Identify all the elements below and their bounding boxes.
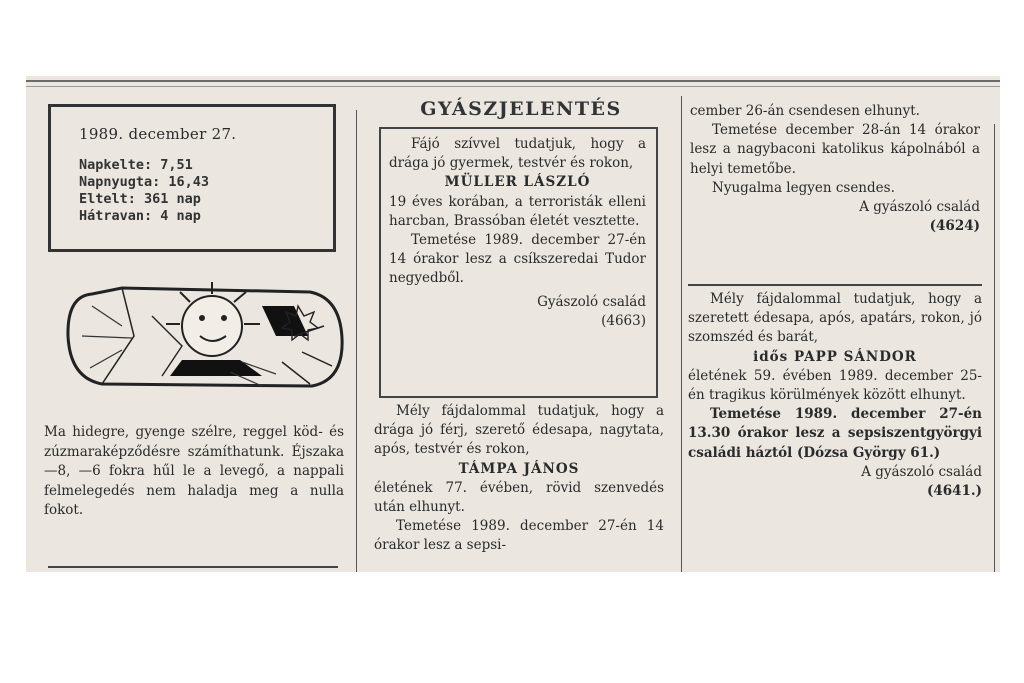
sun-snowflake-illustration: [62, 276, 348, 404]
obituary-papp: [688, 290, 982, 501]
weather-forecast: Ma hidegre, gyenge szélre, reggel köd- és zúzmaraképződésre számíthatunk. Éjszaka —8, —6 fokra hűl le a levegő, a nappali felmelegedés nem haladja meg a nulla fokot.: [44, 424, 344, 518]
calendar-box: [48, 104, 336, 252]
column-divider-left: [356, 110, 357, 572]
sunrise-line: Napkelte: 7,51: [79, 157, 193, 173]
notice-code: (4641.): [926, 483, 982, 500]
deceased-name: idős PAPP SÁNDOR: [753, 348, 917, 365]
obituary-signature: Gyászoló család: [537, 293, 646, 310]
days-passed-line: Eltelt: 361 nap: [79, 191, 201, 207]
obituary-muller: [379, 127, 658, 398]
deceased-name: MÜLLER LÁSZLÓ: [444, 174, 591, 191]
rest-in-peace: Nyugalma legyen csendes.: [712, 179, 895, 196]
obituary-body: 19 éves korában, a terroristák elleni harcban, Brassóban életét vesztette.: [389, 193, 646, 229]
calendar-date: 1989. december 27.: [79, 125, 237, 143]
obituary-intro: Mély fájdalommal tudatjuk, hogy a szeretett édesapa, após, apatárs, rokon, jó szomszéd és barát,: [688, 291, 982, 346]
top-rule-thin: [26, 86, 1000, 87]
obituary-signature: A gyászoló család: [861, 463, 982, 480]
notice-code: (4663): [601, 312, 646, 329]
newspaper-clipping: [26, 76, 1000, 572]
obituary-tampa: [374, 402, 664, 556]
deceased-name: TÁMPA JÁNOS: [458, 460, 580, 477]
calendar-rows: [79, 157, 333, 225]
funeral-details: Temetése 1989. december 27-én 13.30 órakor lesz a sepsiszentgyörgyi családi háztól (Dózsa György 61.): [688, 406, 982, 461]
continued-text: cember 26-án csendesen elhunyt.: [690, 103, 920, 119]
top-rule: [26, 80, 1000, 82]
bottom-rule: [48, 566, 338, 568]
funeral-details: Temetése december 28-án 14 órakor lesz a nagybaconi katolikus kápolnából a helyi temetőbe.: [690, 122, 980, 177]
section-heading: GYÁSZJELENTÉS: [420, 98, 622, 120]
notice-divider: [688, 284, 982, 286]
obituary-signature: A gyászoló család: [859, 199, 980, 216]
obituary-intro: Fájó szívvel tudatjuk, hogy a drága jó gyermek, testvér és rokon,: [389, 136, 646, 172]
notice-code: (4624): [929, 218, 980, 235]
sunset-line: Napnyugta: 16,43: [79, 174, 210, 190]
obituary-continued: [690, 102, 980, 236]
obituary-body: életének 77. évében, rövid szenvedés után elhunyt.: [374, 479, 664, 516]
column-divider-edge: [994, 124, 995, 572]
obituary-intro: Mély fájdalommal tudatjuk, hogy a drága jó férj, szerető édesapa, nagytata, após, testvér és rokon,: [374, 403, 664, 458]
funeral-details: Temetése 1989. december 27-én 14 órakor lesz a csíkszeredai Tudor negyedből.: [389, 232, 646, 287]
column-divider-right: [681, 96, 682, 572]
obituary-body: életének 59. évében 1989. december 25-én tragikus körülmények között elhunyt.: [688, 367, 982, 404]
days-left-line: Hátravan: 4 nap: [79, 208, 201, 224]
funeral-details: Temetése 1989. december 27-én 14 órakor lesz a sepsi-: [374, 518, 664, 554]
